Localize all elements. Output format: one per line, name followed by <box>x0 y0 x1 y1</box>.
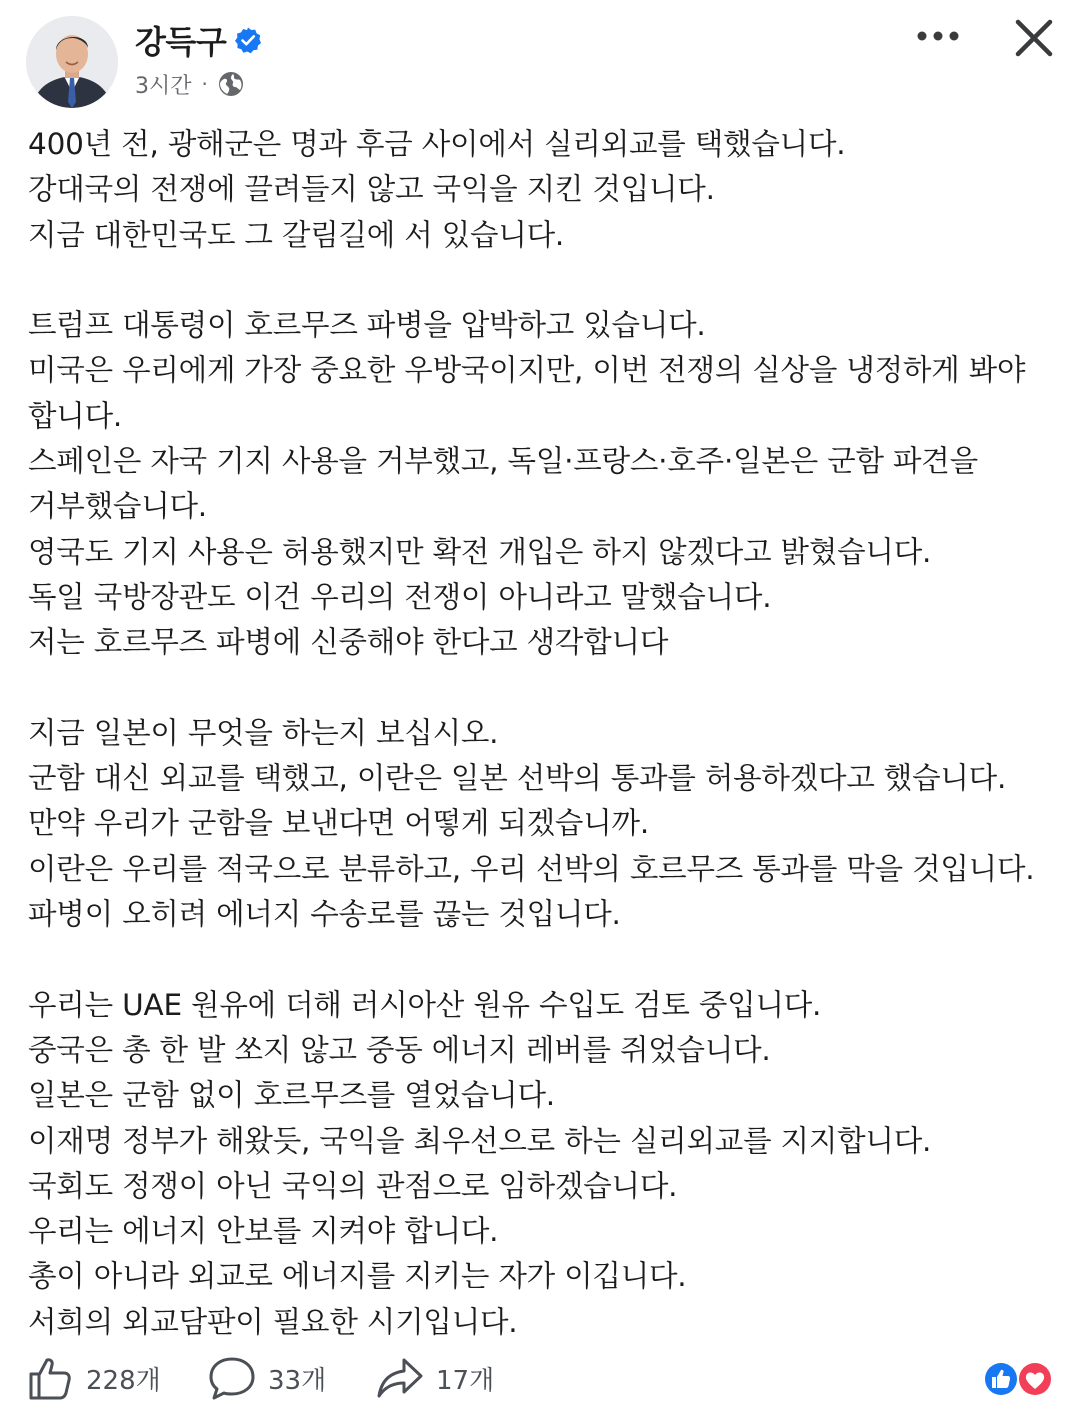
author-name[interactable]: 강득구 <box>135 23 227 61</box>
post-header <box>0 0 1080 120</box>
post-text-line: 우리는 에너지 안보를 지켜야 합니다. <box>28 1214 499 1249</box>
post-body <box>28 122 1058 1345</box>
post-text-line: 거부했습니다. <box>28 489 207 524</box>
like-count: 228개 <box>86 1365 161 1396</box>
paragraph-spacer <box>28 937 1058 982</box>
globe-icon <box>218 71 244 97</box>
post-text-line: 400년 전, 광해군은 명과 후금 사이에서 실리외교를 택했습니다. <box>28 127 846 161</box>
like-love-reactions-icon[interactable] <box>980 1359 1056 1399</box>
share-count: 17개 <box>436 1365 495 1396</box>
post-text-line: 스페인은 자국 기지 사용을 거부했고, 독일·프랑스·호주·일본은 군함 파견을 <box>28 444 978 479</box>
paragraph-spacer <box>28 258 1058 303</box>
paragraph-spacer <box>28 666 1058 711</box>
like-button[interactable] <box>26 1353 161 1403</box>
post-text-line: 미국은 우리에게 가장 중요한 우방국이지만, 이번 전쟁의 실상을 냉정하게 봐야 <box>28 353 1026 388</box>
post-timestamp[interactable]: 3시간 <box>135 73 192 99</box>
post-text-line: 지금 일본이 무엇을 하는지 보십시오. <box>28 715 499 750</box>
post-text-line: 이란은 우리를 적국으로 분류하고, 우리 선박의 호르무즈 통과를 막을 것입니다. <box>28 851 1035 886</box>
comment-bubble-icon <box>208 1354 256 1402</box>
post-text-line: 이재명 정부가 해왔듯, 국익을 최우선으로 하는 실리외교를 지지합니다. <box>28 1123 932 1158</box>
post-text-line: 강대국의 전쟁에 끌려들지 않고 국익을 지킨 것입니다. <box>28 172 715 207</box>
post-text-line: 서희의 외교담판이 필요한 시기입니다. <box>28 1304 518 1339</box>
post-meta <box>135 68 244 100</box>
post-text-line: 일본은 군함 없이 호르무즈를 열었습니다. <box>28 1078 555 1113</box>
close-icon[interactable] <box>1008 12 1060 64</box>
comment-count: 33개 <box>268 1365 327 1396</box>
post-text-line: 국회도 정쟁이 아닌 국익의 관점으로 임하겠습니다. <box>28 1168 678 1203</box>
post-text-line: 만약 우리가 군함을 보낸다면 어떻게 되겠습니까. <box>28 806 650 841</box>
share-arrow-icon <box>376 1354 424 1402</box>
more-options-icon[interactable] <box>910 18 966 54</box>
post-text-line: 우리는 UAE 원유에 더해 러시아산 원유 수입도 검토 중입니다. <box>28 987 822 1022</box>
post-text-line: 총이 아니라 외교로 에너지를 지키는 자가 이깁니다. <box>28 1259 687 1294</box>
post-actions <box>0 1345 1080 1411</box>
post-text-line: 저는 호르무즈 파병에 신중해야 한다고 생각합니다 <box>28 625 669 660</box>
post-text-line: 지금 대한민국도 그 갈림길에 서 있습니다. <box>28 217 565 252</box>
post-text-line: 영국도 기지 사용은 허용했지만 확전 개입은 하지 않겠다고 밝혔습니다. <box>28 534 932 569</box>
post-text-line: 합니다. <box>28 398 123 433</box>
share-button[interactable] <box>376 1353 494 1403</box>
comment-button[interactable] <box>208 1353 326 1403</box>
verified-badge-icon <box>234 26 262 54</box>
post-text-line: 파병이 오히려 에너지 수송로를 끊는 것입니다. <box>28 897 621 932</box>
post-text-line: 트럼프 대통령이 호르무즈 파병을 압박하고 있습니다. <box>28 308 706 343</box>
thumbs-up-icon <box>26 1354 74 1402</box>
author-avatar[interactable] <box>26 16 118 108</box>
post-text-line: 중국은 총 한 발 쏘지 않고 중동 에너지 레버를 쥐었습니다. <box>28 1032 771 1067</box>
author-row <box>135 18 262 62</box>
post-text-line: 독일 국방장관도 이건 우리의 전쟁이 아니라고 말했습니다. <box>28 579 772 614</box>
post-text-line: 군함 대신 외교를 택했고, 이란은 일본 선박의 통과를 허용하겠다고 했습니다. <box>28 761 1007 796</box>
meta-separator: · <box>201 72 208 96</box>
